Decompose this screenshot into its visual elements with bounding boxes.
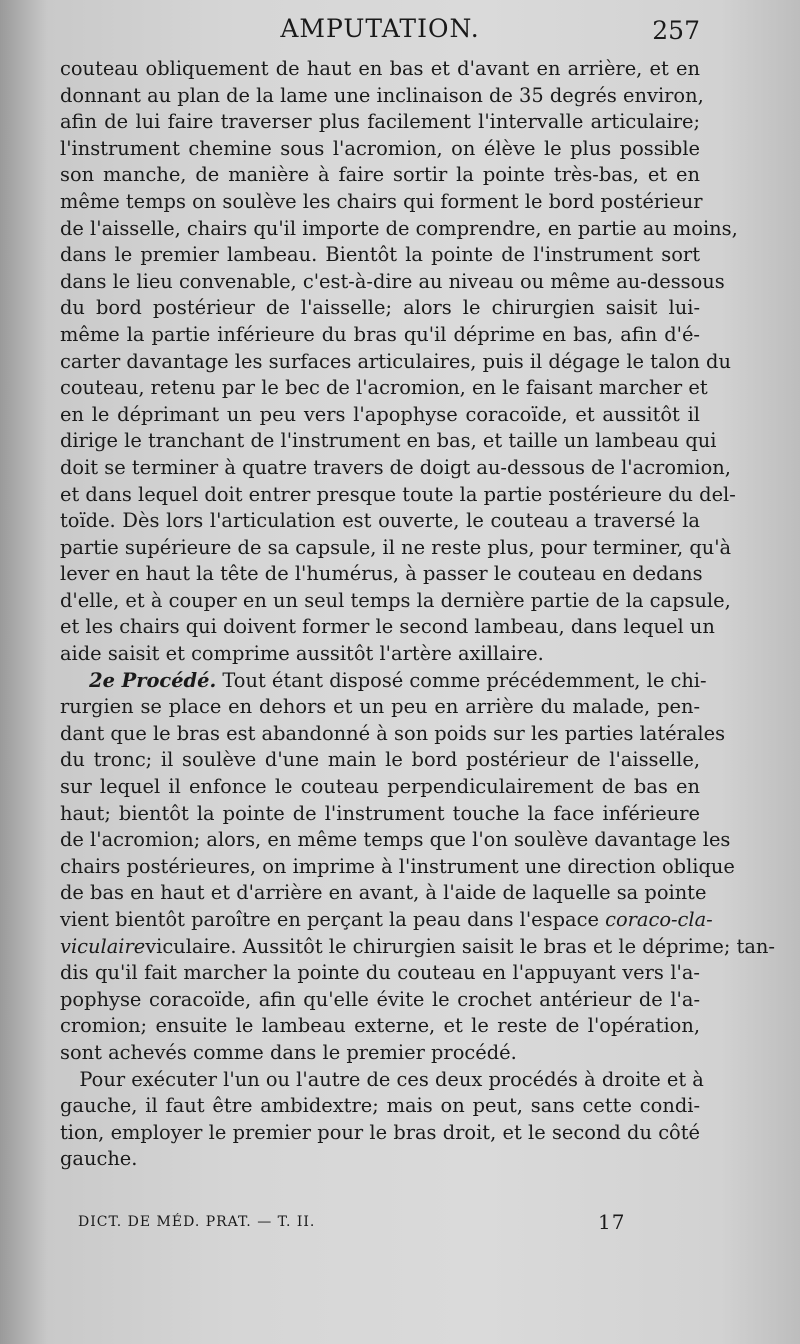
text-fragment: Tout étant disposé comme précédemment, le chi- <box>222 668 707 692</box>
page-header <box>60 14 700 50</box>
paragraph-second-procedure <box>60 668 775 1067</box>
paragraph-first-procedure-continued <box>60 56 738 668</box>
text-line: l'instrument chemine sous l'acromion, on élève le plus possible <box>60 136 700 160</box>
text-line: donnant au plan de la lame une inclinaison de 35 degrés environ, <box>60 83 704 107</box>
text-line: dans le premier lambeau. Bientôt la pointe de l'instrument sort <box>60 243 700 267</box>
page-number: 257 <box>652 16 700 45</box>
text-line: même temps on soulève les chairs qui forment le bord postérieur <box>60 189 703 213</box>
procedure-label: 2e Procédé. <box>89 668 217 692</box>
italic-term: coraco-cla- <box>605 908 713 931</box>
text-fragment: vient bientôt paroître en perçant la peau dans l'espace <box>60 908 599 931</box>
italic-term: viculaire <box>60 934 146 958</box>
text-fragment: viculaire. Aussitôt le chirurgien saisit le bras et le déprime; tan- <box>145 934 775 958</box>
text-line: dant que le bras est abandonné à son poids sur les parties latérales <box>60 721 726 745</box>
printer-signature: DICT. DE MÉD. PRAT. — T. II. <box>78 1214 316 1230</box>
text-line: de bas en haut et d'arrière en avant, à l'aide de laquelle sa pointe <box>60 881 707 905</box>
text-line: du tronc; il soulève d'une main le bord postérieur de l'aisselle, <box>60 748 700 772</box>
text-line: doit se terminer à quatre travers de doigt au-dessous de l'acromion, <box>60 455 731 479</box>
text-line: sont achevés comme dans le premier procédé. <box>60 1040 517 1064</box>
text-line: sur lequel il enfonce le couteau perpendiculairement de bas en <box>60 775 700 799</box>
text-line: lever en haut la tête de l'humérus, à passer le couteau en dedans <box>60 562 703 586</box>
text-line: couteau obliquement de haut en bas et d'avant en arrière, et en <box>60 57 700 80</box>
text-line: gauche. <box>60 1147 138 1171</box>
text-line: partie supérieure de sa capsule, il ne reste plus, pour terminer, qu'à <box>60 535 732 559</box>
text-line: du bord postérieur de l'aisselle; alors le chirurgien saisit lui- <box>60 296 700 320</box>
running-title: AMPUTATION. <box>280 14 480 43</box>
text-line: pophyse coracoïde, afin qu'elle évite le crochet antérieur de l'a- <box>60 987 700 1011</box>
text-line: afin de lui faire traverser plus facilement l'intervalle articulaire; <box>60 110 700 134</box>
text-line: cromion; ensuite le lambeau externe, et le reste de l'opération, <box>60 1014 700 1038</box>
text-fragment: Pour exécuter l'un ou l'autre de ces deux procédés à droite et à <box>79 1067 704 1091</box>
signature-mark: 17 <box>598 1210 626 1234</box>
text-line: même la partie inférieure du bras qu'il déprime en bas, afin d'é- <box>60 322 700 346</box>
text-line: aide saisit et comprime aussitôt l'artère axillaire. <box>60 642 544 666</box>
text-line: de l'acromion; alors, en même temps que l'on soulève davantage les <box>60 828 731 852</box>
text-line: dans le lieu convenable, c'est-à-dire au niveau ou même au-dessous <box>60 269 725 293</box>
text-line <box>60 1067 704 1094</box>
body-text <box>60 56 775 1173</box>
text-line <box>60 907 713 934</box>
text-line: d'elle, et à couper en un seul temps la dernière partie de la capsule, <box>60 588 731 612</box>
text-line: toïde. Dès lors l'articulation est ouverte, le couteau a traversé la <box>60 509 700 533</box>
text-line: carter davantage les surfaces articulaires, puis il dégage le talon du <box>60 349 731 373</box>
text-line <box>60 668 707 695</box>
text-line: et les chairs qui doivent former le second lambeau, dans lequel un <box>60 615 715 639</box>
text-line: de l'aisselle, chairs qu'il importe de comprendre, en partie au moins, <box>60 216 738 240</box>
text-line: couteau, retenu par le bec de l'acromion, en le faisant marcher et <box>60 376 708 400</box>
text-line: chairs postérieures, on imprime à l'instrument une direction oblique <box>60 854 735 878</box>
text-line: dirige le tranchant de l'instrument en bas, et taille un lambeau qui <box>60 429 717 453</box>
text-line: son manche, de manière à faire sortir la pointe très-bas, et en <box>60 163 700 187</box>
text-line: haut; bientôt la pointe de l'instrument touche la face inférieure <box>60 801 700 825</box>
text-line: en le déprimant un peu vers l'apophyse coracoïde, et aussitôt il <box>60 402 700 426</box>
text-line: dis qu'il fait marcher la pointe du couteau en l'appuyant vers l'a- <box>60 961 700 985</box>
text-line: rurgien se place en dehors et un peu en arrière du malade, pen- <box>60 695 700 719</box>
text-line: et dans lequel doit entrer presque toute la partie postérieure du del- <box>60 482 736 506</box>
text-line: gauche, il faut être ambidextre; mais on peut, sans cette condi- <box>60 1094 700 1118</box>
text-line <box>60 934 775 961</box>
paragraph-conclusion <box>60 1067 704 1173</box>
text-line: tion, employer le premier pour le bras droit, et le second du côté <box>60 1120 700 1144</box>
